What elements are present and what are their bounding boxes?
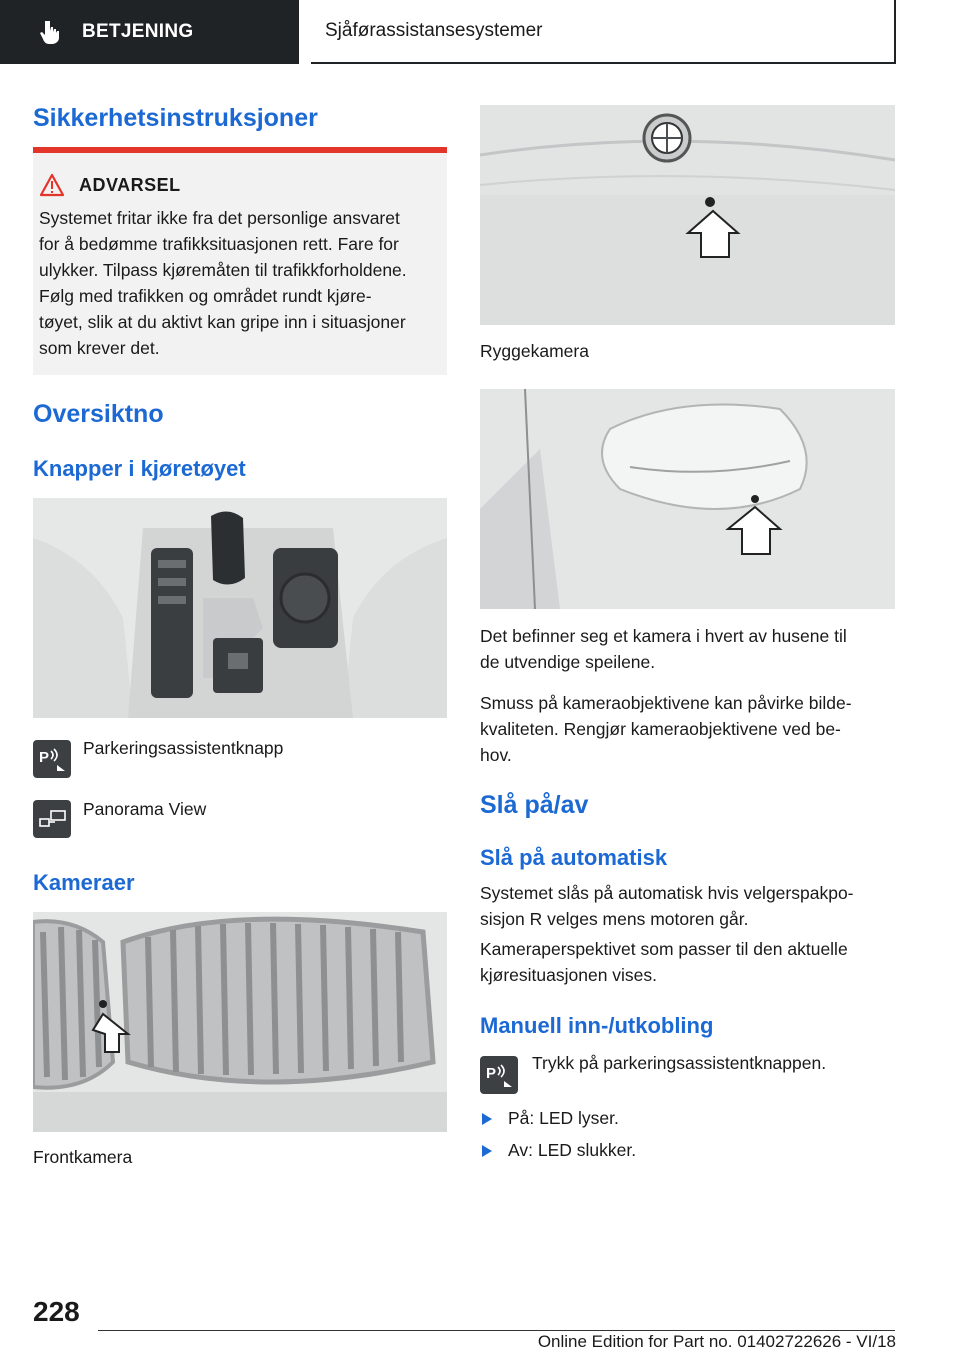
header-section-tab	[0, 0, 299, 64]
park-assist-badge	[33, 740, 71, 778]
parking-assist-icon	[484, 1061, 514, 1089]
warning-line: Systemet fritar ikke fra det personlige ansvaret	[39, 208, 400, 228]
heading-overview: Oversiktno	[33, 400, 164, 428]
mirror-text	[480, 623, 847, 675]
chapter-header	[311, 0, 896, 64]
rear-camera-caption: Ryggekamera	[480, 341, 589, 361]
heading-on-off: Slå på/av	[480, 791, 589, 819]
heading-buttons: Knapper i kjøretøyet	[33, 456, 246, 481]
section-title: BETJENING	[82, 21, 194, 42]
dirt-text	[480, 690, 852, 768]
park-assist-label: Parkeringsassistentknapp	[83, 738, 284, 758]
warning-line: tøyet, slik at du aktivt kan gripe inn i situasjoner	[39, 312, 406, 332]
chapter-title: Sjåførassistansesystemer	[325, 20, 543, 41]
auto-text	[480, 880, 854, 932]
mirror-line: Det befinner seg et kamera i hvert av husene til	[480, 626, 847, 646]
bullet-item	[480, 1108, 619, 1129]
bullet-triangle-icon	[482, 1113, 492, 1125]
hand-pointer-icon	[38, 19, 64, 45]
bullet-text: På: LED lyser.	[508, 1108, 619, 1128]
perspective-line: kjøresituasjonen vises.	[480, 965, 658, 985]
heading-auto: Slå på automatisk	[480, 845, 668, 870]
warning-line: ulykker. Tilpass kjøremåten til trafikkforholdene.	[39, 260, 407, 280]
page-number: 228	[33, 1296, 80, 1327]
warning-box	[33, 147, 447, 375]
front-camera-image	[33, 912, 447, 1132]
front-camera-caption: Frontkamera	[33, 1147, 133, 1167]
perspective-line: Kameraperspektivet som passer til den aktuelle	[480, 939, 848, 959]
manual-park-badge	[480, 1056, 518, 1094]
footer-edition: Online Edition for Part no. 01402722626 - VI/18	[537, 1332, 896, 1351]
warning-triangle-icon	[39, 173, 65, 197]
heading-manual: Manuell inn-/utkobling	[480, 1013, 714, 1038]
warning-title: ADVARSEL	[79, 174, 181, 195]
bullet-triangle-icon	[482, 1145, 492, 1157]
warning-line: Følg med trafikken og området rundt kjøre-	[39, 286, 372, 306]
perspective-text	[480, 936, 848, 988]
warning-line: som krever det.	[39, 338, 160, 358]
warning-text	[39, 205, 441, 361]
mirror-line: de utvendige speilene.	[480, 652, 656, 672]
bullet-item	[480, 1140, 636, 1161]
manual-text: Trykk på parkeringsassistentknappen.	[532, 1053, 827, 1073]
bullet-text: Av: LED slukker.	[508, 1140, 637, 1160]
svg-text:P: P	[486, 1065, 497, 1082]
mirror-camera-image	[480, 389, 895, 609]
svg-text:P: P	[39, 749, 50, 766]
center-console-image	[33, 498, 447, 718]
dirt-line: kvaliteten. Rengjør kameraobjektivene ved be-	[480, 719, 841, 739]
auto-line: sisjon R velges mens motoren går.	[480, 909, 749, 929]
rear-camera-image	[480, 105, 895, 325]
dirt-line: Smuss på kameraobjektivene kan påvirke bilde-	[480, 693, 852, 713]
heading-safety: Sikkerhetsinstruksjoner	[33, 104, 318, 132]
heading-cameras: Kameraer	[33, 870, 135, 895]
footer-divider	[98, 1330, 895, 1331]
panorama-view-icon	[37, 806, 67, 832]
dirt-line: hov.	[480, 745, 512, 765]
panorama-label: Panorama View	[83, 799, 207, 819]
panorama-badge	[33, 800, 71, 838]
parking-assist-icon	[37, 745, 67, 773]
warning-line: for å bedømme trafikksituasjonen rett. Fare for	[39, 234, 399, 254]
auto-line: Systemet slås på automatisk hvis velgerspakpo-	[480, 883, 854, 903]
